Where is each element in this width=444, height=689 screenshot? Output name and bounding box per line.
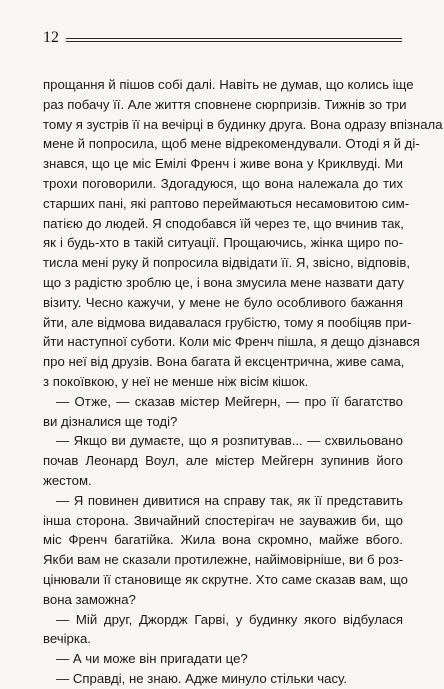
text-line: — Я повинен дивитися на справу так, як її представить bbox=[56, 492, 403, 508]
page-header bbox=[43, 28, 403, 48]
text-line: жестом. bbox=[43, 472, 92, 488]
text-line: — Отже, — сказав містер Мейгерн, — про її багатство bbox=[56, 393, 403, 409]
text-line: вечірка. bbox=[43, 631, 91, 647]
text-line: йти, але відмова видавалася грубістю, тому я пообіцяв при- bbox=[43, 314, 412, 330]
text-line: як і будь-хто в такій ситуації. Прощаючись, жінка щиро по- bbox=[43, 235, 403, 251]
text-line: трохи поговорили. Здогадуюся, що вона належала до тих bbox=[43, 175, 403, 191]
header-rule-bottom bbox=[66, 41, 402, 42]
text-line: патією до людей. Я сподобався їй через те, що вчинив так, bbox=[43, 215, 404, 231]
text-line: — А чи може він пригадати це? bbox=[56, 651, 248, 667]
text-line: — Якщо ви думаєте, що я розпитував... — схвильовано bbox=[56, 433, 403, 449]
text-line: знався, що це міс Емілі Френч і живе вона у Криклвуді. Ми bbox=[43, 156, 403, 172]
text-line: йти наступної суботи. Коли міс Френч пішла, я дещо дізнався bbox=[43, 334, 420, 350]
text-line: тому я зустрів її на вечірці в будинку друга. Вона одразу впізнала bbox=[43, 116, 443, 132]
text-line: цінювали її становище як скрутне. Хто саме сказав вам, що bbox=[43, 571, 408, 587]
text-line: Якби вам не сказали протилежне, найімовірніше, ви б роз- bbox=[43, 552, 404, 568]
text-line: прощання й пішов собі далі. Навіть не думав, що колись іще bbox=[43, 77, 414, 92]
text-line: про неї від друзів. Вона багата й ексцентрична, живе сама, bbox=[43, 354, 405, 370]
text-line: почав Леонард Воул, але містер Мейгерн зупинив його bbox=[43, 453, 403, 469]
text-line: інша сторона. Звичайний спостерігач не зауважив би, що bbox=[43, 512, 403, 528]
text-line: — Справді, не знаю. Адже минуло стільки часу. bbox=[56, 670, 347, 686]
text-line: ви дізналися ще тоді? bbox=[43, 413, 178, 429]
body-text bbox=[43, 75, 443, 689]
text-line: — Мій друг, Джордж Гарві, у будинку якого відбулася bbox=[56, 611, 403, 627]
text-line: міс Френч багатійка. Жила вона скромно, майже вбого. bbox=[43, 532, 403, 548]
text-line: з покоївкою, у неї не менше ніж вісім кішок. bbox=[43, 373, 309, 389]
text-line: візиту. Чесно кажучи, у мене не було особливого бажання bbox=[43, 294, 403, 310]
text-line: мене й попросила, щоб мене відрекомендували. Отоді я й ді- bbox=[43, 136, 420, 152]
text-line: що з радістю зроблю це, і вона змусила мене назвати дату bbox=[43, 274, 404, 290]
text-line: раз побачу її. Але життя сповнене сюрпризів. Тижнів зо три bbox=[43, 96, 407, 112]
text-line: старших пані, які раптово переймаються несамовитою сим- bbox=[43, 195, 410, 211]
text-line: вона заможна? bbox=[43, 591, 136, 607]
header-rule-top bbox=[66, 38, 402, 39]
text-line: тисла мені руку й попросила відвідати її. Я, звісно, відповів, bbox=[43, 255, 411, 271]
page-number: 12 bbox=[43, 29, 59, 46]
